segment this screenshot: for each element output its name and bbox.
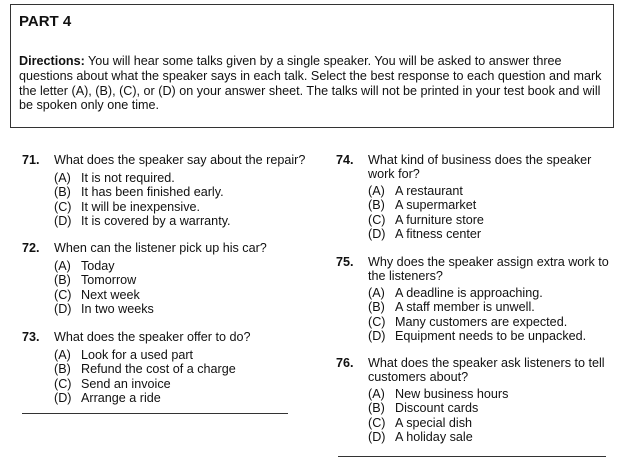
option-d[interactable]: (D) A fitness center: [368, 226, 482, 241]
option-d[interactable]: (D) Arrange a ride: [54, 390, 161, 405]
option-b[interactable]: (B) It has been finished early.: [54, 185, 224, 200]
option-a[interactable]: (A) A restaurant: [368, 184, 463, 198]
option-c[interactable]: (C) A furniture store: [368, 212, 484, 227]
question-76: [336, 356, 616, 446]
question-text: Why does the speaker assign extra work to the listeners?: [368, 255, 609, 284]
question-number: 76.: [336, 356, 354, 370]
part-title: PART 4: [19, 13, 72, 30]
option-list: [368, 286, 586, 343]
option-a[interactable]: (A) Look for a used part: [54, 348, 194, 362]
question-72: [22, 241, 322, 321]
option-list: [368, 387, 508, 444]
option-b[interactable]: (B) Discount cards: [368, 401, 479, 416]
right-column-rule: [338, 456, 606, 457]
option-c[interactable]: (C) A special dish: [368, 415, 473, 430]
question-text: When can the listener pick up his car?: [54, 241, 267, 255]
question-text: What kind of business does the speaker work for?: [368, 153, 592, 182]
option-b[interactable]: (B) A supermarket: [368, 198, 477, 213]
question-number: 74.: [336, 153, 354, 167]
option-a[interactable]: (A) New business hours: [368, 387, 509, 401]
option-list: [54, 348, 236, 405]
option-list: [54, 259, 154, 316]
option-c[interactable]: (C) Send an invoice: [54, 376, 171, 391]
directions-paragraph: [19, 54, 609, 113]
option-d[interactable]: (D) It is covered by a warranty.: [54, 213, 231, 228]
question-71: [22, 153, 322, 233]
question-text: What does the speaker offer to do?: [54, 330, 251, 344]
directions-label: Directions:: [19, 54, 85, 68]
question-number: 71.: [22, 153, 40, 167]
question-text: What does the speaker say about the repair?: [54, 153, 306, 167]
option-d[interactable]: (D) Equipment needs to be unpacked.: [368, 328, 587, 343]
option-list: [54, 171, 231, 228]
option-b[interactable]: (B) Tomorrow: [54, 273, 137, 288]
directions-box: [10, 4, 614, 128]
option-b[interactable]: (B) A staff member is unwell.: [368, 300, 535, 315]
option-c[interactable]: (C) Many customers are expected.: [368, 314, 568, 329]
option-d[interactable]: (D) In two weeks: [54, 301, 154, 316]
directions-text: You will hear some talks given by a single speaker. You will be asked to answer three questions about what the speaker says in each talk. Select the best response to each question and mark the letter (A), (B), (C), or (D) on your answer sheet. The talks will not be printed in your test book and will be spoken only one time.: [19, 54, 602, 113]
option-d[interactable]: (D) A holiday sale: [368, 429, 473, 444]
option-c[interactable]: (C) Next week: [54, 287, 140, 302]
option-a[interactable]: (A) Today: [54, 259, 115, 273]
left-column-rule: [22, 413, 288, 414]
question-text: What does the speaker ask listeners to tell customers about?: [368, 356, 605, 385]
option-b[interactable]: (B) Refund the cost of a charge: [54, 362, 236, 377]
option-a[interactable]: (A) It is not required.: [54, 171, 175, 185]
question-number: 75.: [336, 255, 354, 269]
question-75: [336, 255, 616, 345]
question-74: [336, 153, 616, 243]
option-c[interactable]: (C) It will be inexpensive.: [54, 199, 201, 214]
question-73: [22, 330, 322, 410]
question-number: 72.: [22, 241, 40, 255]
option-list: [368, 184, 484, 241]
question-number: 73.: [22, 330, 40, 344]
option-a[interactable]: (A) A deadline is approaching.: [368, 286, 543, 300]
